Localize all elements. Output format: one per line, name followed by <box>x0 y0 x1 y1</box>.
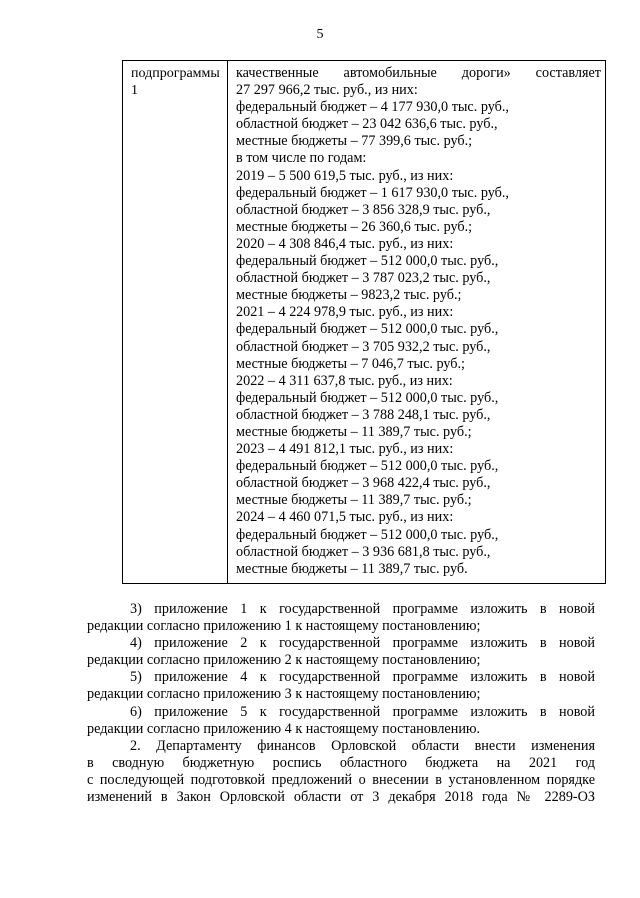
table-right-cell <box>228 61 605 583</box>
paragraph-line: с последующей подготовкой предложений о внесении в установленном порядке <box>87 771 595 788</box>
paragraph-line: изменений в Закон Орловской области от 3 декабря 2018 года № 2289-ОЗ <box>87 789 595 806</box>
body-paragraph <box>87 669 595 703</box>
paragraph-line: редакции согласно приложению 4 к настоящему постановлению. <box>87 720 481 737</box>
funding-line: 2021 – 4 224 978,9 тыс. руб., из них: <box>236 304 454 321</box>
funding-line: местные бюджеты – 7 046,7 тыс. руб.; <box>236 355 465 372</box>
funding-line: местные бюджеты – 11 389,7 тыс. руб.; <box>236 492 472 509</box>
funding-line: областной бюджет – 3 968 422,4 тыс. руб., <box>236 475 491 492</box>
funding-line: в том числе по годам: <box>236 150 367 167</box>
funding-line: 2022 – 4 311 637,8 тыс. руб., из них: <box>236 372 453 389</box>
funding-line: федеральный бюджет – 512 000,0 тыс. руб., <box>236 458 499 475</box>
funding-line: местные бюджеты – 11 389,7 тыс. руб. <box>236 560 468 577</box>
paragraph-line: редакции согласно приложению 2 к настоящему постановлению; <box>87 652 481 669</box>
paragraph-line: в сводную бюджетную роспись областного бюджета на 2021 год <box>87 754 595 771</box>
funding-line: 27 297 966,2 тыс. руб., из них: <box>236 82 418 99</box>
funding-line: местные бюджеты – 9823,2 тыс. руб.; <box>236 287 462 304</box>
funding-line: местные бюджеты – 26 360,6 тыс. руб.; <box>236 218 473 235</box>
subprogram-label: подпрограммы 1 <box>131 66 220 98</box>
funding-line: областной бюджет – 3 788 248,1 тыс. руб., <box>236 406 491 423</box>
funding-line: федеральный бюджет – 4 177 930,0 тыс. руб., <box>236 99 509 116</box>
funding-line: 2023 – 4 491 812,1 тыс. руб., из них: <box>236 441 454 458</box>
funding-line: областной бюджет – 3 936 681,8 тыс. руб., <box>236 543 491 560</box>
funding-line: 2019 – 5 500 619,5 тыс. руб., из них: <box>236 167 454 184</box>
body-paragraph <box>87 704 595 738</box>
funding-line: 2020 – 4 308 846,4 тыс. руб., из них: <box>236 235 454 252</box>
funding-line: федеральный бюджет – 512 000,0 тыс. руб., <box>236 321 499 338</box>
funding-line: местные бюджеты – 11 389,7 тыс. руб.; <box>236 423 472 440</box>
page-number: 5 <box>316 27 324 42</box>
table-left-cell <box>123 61 228 583</box>
paragraph-line: 5) приложение 4 к государственной программе изложить в новой <box>130 669 595 686</box>
funding-line: областной бюджет – 3 856 328,9 тыс. руб., <box>236 201 491 218</box>
funding-line-first: качественные автомобильные дороги» составляет <box>236 65 601 81</box>
funding-line: местные бюджеты – 77 399,6 тыс. руб.; <box>236 133 473 150</box>
paragraph-line: 3) приложение 1 к государственной программе изложить в новой <box>130 601 595 617</box>
body-paragraph <box>87 738 595 806</box>
paragraph-line: 4) приложение 2 к государственной программе изложить в новой <box>130 635 595 652</box>
paragraph-line: 6) приложение 5 к государственной программе изложить в новой <box>130 703 595 720</box>
funding-line: федеральный бюджет – 512 000,0 тыс. руб., <box>236 389 499 406</box>
funding-line: федеральный бюджет – 512 000,0 тыс. руб., <box>236 253 499 270</box>
document-body <box>87 601 595 806</box>
subprogram-table <box>122 60 606 584</box>
funding-line: федеральный бюджет – 512 000,0 тыс. руб., <box>236 526 499 543</box>
paragraph-line: редакции согласно приложению 1 к настоящему постановлению; <box>87 618 481 635</box>
paragraph-line: редакции согласно приложению 3 к настоящему постановлению; <box>87 686 481 703</box>
funding-line: областной бюджет – 23 042 636,6 тыс. руб., <box>236 116 498 133</box>
funding-line: федеральный бюджет – 1 617 930,0 тыс. руб., <box>236 184 509 201</box>
funding-line: областной бюджет – 3 787 023,2 тыс. руб., <box>236 270 491 287</box>
body-paragraph <box>87 601 595 635</box>
paragraph-line: 2. Департаменту финансов Орловской области внести изменения <box>130 737 595 754</box>
funding-line: 2024 – 4 460 071,5 тыс. руб., из них: <box>236 509 454 526</box>
funding-line: областной бюджет – 3 705 932,2 тыс. руб., <box>236 338 491 355</box>
body-paragraph <box>87 635 595 669</box>
